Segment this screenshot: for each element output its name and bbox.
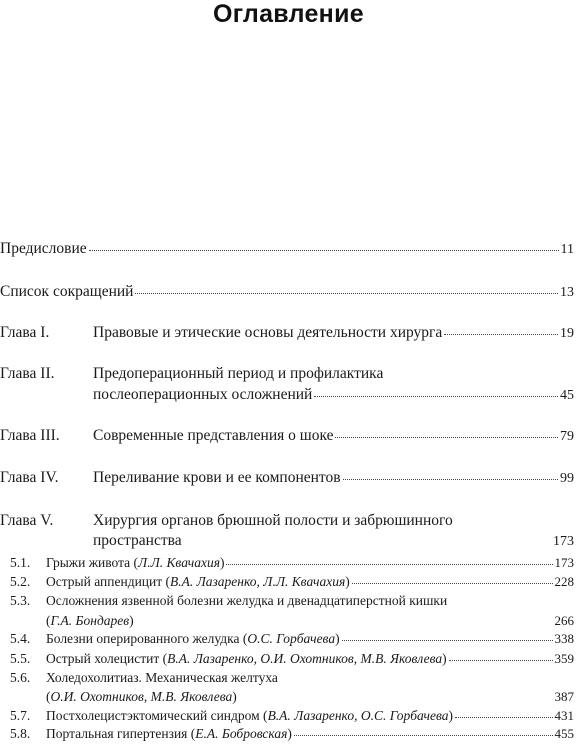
page-number: 173 xyxy=(553,534,574,549)
chapter-label: Глава III. xyxy=(0,427,60,444)
entry-text: Предоперационный период и профилактика xyxy=(93,365,384,382)
dot-leader xyxy=(239,698,553,699)
entry-text: Современные представления о шоке xyxy=(93,427,334,444)
author-names: Г.А. Бондарев xyxy=(50,613,130,628)
page-number: 79 xyxy=(560,429,574,444)
author-names: В.А. Лазаренко, О.И. Охотников, М.В. Яковлева xyxy=(167,651,443,666)
chapter-label: Глава I. xyxy=(0,324,50,341)
page-number: 338 xyxy=(554,631,574,646)
page-number: 431 xyxy=(554,708,574,723)
page-number: 99 xyxy=(560,471,574,486)
toc-entry-chapter-4[interactable] xyxy=(0,469,574,487)
entry-text: Осложнения язвенной болезни желудка и двенадцатиперстной кишки xyxy=(46,593,448,608)
dot-leader xyxy=(314,396,558,397)
page-title: Оглавление xyxy=(213,0,364,28)
page-number: 266 xyxy=(554,613,574,628)
author-names: О.С. Горбачева xyxy=(247,631,336,646)
author-names: Е.А. Бобровская xyxy=(195,726,288,741)
chapter-label: Глава II. xyxy=(0,365,55,382)
section-number: 5.6. xyxy=(10,670,31,685)
dot-leader xyxy=(136,622,553,623)
toc-entry-chapter-2[interactable] xyxy=(0,365,574,404)
entry-text-continued: (О.И. Охотников, М.В. Яковлева) xyxy=(46,689,237,704)
dot-leader xyxy=(135,293,558,294)
page-number: 455 xyxy=(554,726,574,741)
toc-entry-section-5-5[interactable] xyxy=(0,650,574,668)
dot-leader xyxy=(342,640,553,641)
entry-text-continued: послеоперационных осложнений xyxy=(93,386,313,403)
page-number: 45 xyxy=(560,388,574,403)
page-number: 13 xyxy=(560,285,574,300)
entry-text: Болезни оперированного желудка (О.С. Горбачева) xyxy=(46,631,340,646)
page-number: 387 xyxy=(554,689,574,704)
author-names: Л.Л. Квачахия xyxy=(138,555,220,570)
entry-text: Холедохолитиаз. Механическая желтуха xyxy=(46,670,278,685)
entry-text: Портальная гипертензия (Е.А. Бобровская) xyxy=(46,726,292,741)
dot-leader xyxy=(449,660,553,661)
toc-entry-section-5-1[interactable] xyxy=(0,554,574,572)
entry-text-continued: (Г.А. Бондарев) xyxy=(46,613,134,628)
toc-entry-chapter-5[interactable] xyxy=(0,512,574,550)
entry-text: Список сокращений xyxy=(0,283,134,300)
section-number: 5.4. xyxy=(10,631,31,646)
chapter-label: Глава V. xyxy=(0,512,54,529)
dot-leader xyxy=(455,717,552,718)
entry-text: Острый холецистит (В.А. Лазаренко, О.И. Охотников, М.В. Яковлева) xyxy=(46,651,447,666)
entry-text: Острый аппендицит (В.А. Лазаренко, Л.Л. Квачахия) xyxy=(46,574,350,589)
section-number: 5.2. xyxy=(10,574,31,589)
toc-entry-section-5-8[interactable] xyxy=(0,725,574,743)
author-names: В.А. Лазаренко, О.С. Горбачева xyxy=(267,708,449,723)
chapter-label: Глава IV. xyxy=(0,469,59,486)
dot-leader xyxy=(444,334,558,335)
entry-text: Правовые и этические основы деятельности хирурга xyxy=(93,324,443,341)
toc-entry-section-5-2[interactable] xyxy=(0,573,574,591)
entry-text-continued: пространства xyxy=(93,532,182,549)
section-number: 5.3. xyxy=(10,593,31,608)
entry-text: Предисловие xyxy=(0,240,87,257)
toc-entry-abbreviations[interactable] xyxy=(0,283,574,301)
toc-entry-chapter-3[interactable] xyxy=(0,427,574,445)
author-names: В.А. Лазаренко, Л.Л. Квачахия xyxy=(170,574,346,589)
page-number: 11 xyxy=(560,242,574,257)
dot-leader xyxy=(89,250,559,251)
page-number: 19 xyxy=(560,326,574,341)
dot-leader xyxy=(294,735,553,736)
toc-entry-preface[interactable] xyxy=(0,240,574,258)
entry-text: Постхолецистэктомический синдром (В.А. Лазаренко, О.С. Горбачева) xyxy=(46,708,454,723)
entry-text: Грыжи живота (Л.Л. Квачахия) xyxy=(46,555,225,570)
section-number: 5.8. xyxy=(10,726,31,741)
page-number: 359 xyxy=(554,651,574,666)
dot-leader xyxy=(343,479,558,480)
entry-text: Хирургия органов брюшной полости и забрюшинного xyxy=(93,512,453,529)
toc-entry-section-5-7[interactable] xyxy=(0,707,574,725)
dot-leader xyxy=(184,542,551,543)
page-number: 228 xyxy=(554,574,574,589)
dot-leader xyxy=(226,564,552,565)
dot-leader xyxy=(352,583,553,584)
toc-entry-section-5-3[interactable] xyxy=(0,592,574,630)
author-names: О.И. Охотников, М.В. Яковлева xyxy=(50,689,233,704)
page-number: 173 xyxy=(554,555,574,570)
entry-text: Переливание крови и ее компонентов xyxy=(93,469,341,486)
section-number: 5.1. xyxy=(10,555,31,570)
section-number: 5.5. xyxy=(10,651,31,666)
toc-entry-chapter-1[interactable] xyxy=(0,324,574,342)
section-number: 5.7. xyxy=(10,708,31,723)
dot-leader xyxy=(335,437,558,438)
toc-entry-section-5-4[interactable] xyxy=(0,630,574,648)
toc-entry-section-5-6[interactable] xyxy=(0,669,574,706)
